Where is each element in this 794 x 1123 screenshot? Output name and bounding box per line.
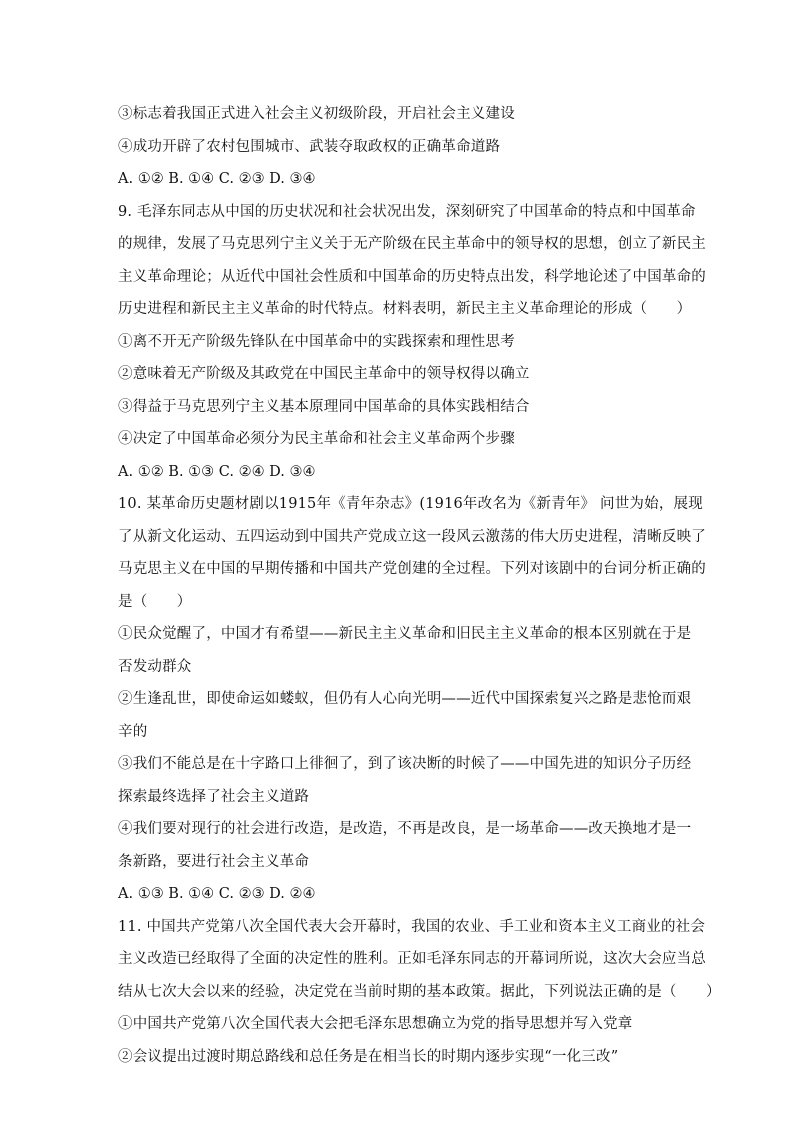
answer-options-q8: A. ①② B. ①④ C. ②③ D. ③④ (118, 171, 316, 187)
question-9-item-3: ③得益于马克思列宁主义基本原理同中国革命的具体实践相结合 (118, 398, 530, 415)
question-11-item-2: ②会议提出过渡时期总路线和总任务是在相当长的时期内逐步实现“一化三改” (118, 1048, 619, 1065)
question-10-item-4a: ④我们要对现行的社会进行改造，是改造，不再是改良，是一场革命——改天换地才是一 (118, 821, 692, 837)
text-line-1: ③标志着我国正式进入社会主义初级阶段，开启社会主义建设 (118, 106, 515, 122)
question-10-line-4: 是（ ） (118, 593, 192, 610)
answer-options-q10: A. ①③ B. ①④ C. ②③ D. ②④ (118, 886, 316, 902)
question-11-line-1: 11. 中国共产党第八次全国代表大会开幕时，我国的农业、手工业和资本主义工商业的社会 (118, 918, 706, 935)
question-10-item-4b: 条新路，要进行社会主义革命 (118, 853, 310, 870)
question-11-item-1: ①中国共产党第八次全国代表大会把毛泽东思想确立为党的指导思想并写入党章 (118, 1016, 633, 1032)
question-10-item-2a: ②生逢乱世，即使命运如蝼蚁，但仍有人心向光明——近代中国探索复兴之路是悲怆而艰 (118, 691, 692, 707)
question-10-item-3b: 探索最终选择了社会主义道路 (118, 788, 310, 805)
text-line-2: ④成功开辟了农村包围城市、武装夺取政权的正确革命道路 (118, 138, 501, 155)
question-11-line-3: 结从七次大会以来的经验，决定党在当前时期的基本政策。据此，下列说法正确的是（ ） (118, 983, 721, 1000)
question-9-line-4: 历史进程和新民主主义革命的时代特点。材料表明，新民主主义革命理论的形成（ ） (118, 301, 692, 317)
document-page (118, 98, 721, 1073)
question-10-line-1: 10. 某革命历史题材剧以1915年《青年杂志》(1916年改名为《新青年》 问世为始，展现 (118, 496, 703, 512)
question-9-item-4: ④决定了中国革命必须分为民主革命和社会主义革命两个步骤 (118, 431, 515, 447)
question-10-item-3a: ③我们不能总是在十字路口上徘徊了，到了该决断的时候了——中国先进的知识分子历经 (118, 756, 692, 772)
question-10-line-3: 马克思主义在中国的早期传播和中国共产党创建的全过程。下列对该剧中的台词分析正确的 (118, 561, 706, 577)
question-11-line-2: 主义改造已经取得了全面的决定性的胜利。正如毛泽东同志的开幕词所说，这次大会应当总 (118, 951, 706, 967)
question-9-item-2: ②意味着无产阶级及其政党在中国民主革命中的领导权得以确立 (118, 366, 530, 382)
question-9-line-2: 的规律，发展了马克思列宁主义关于无产阶级在民主革命中的领导权的思想，创立了新民主 (118, 236, 706, 252)
answer-options-q9: A. ①② B. ①③ C. ②④ D. ③④ (118, 463, 316, 480)
question-9-item-1: ①离不开无产阶级先锋队在中国革命中的实践探索和理性思考 (118, 333, 515, 350)
question-10-line-2: 了从新文化运动、五四运动到中国共产党成立这一段风云激荡的伟大历史进程，清晰反映了 (118, 528, 706, 545)
question-9-line-3: 主义革命理论；从近代中国社会性质和中国革命的历史特点出发，科学地论述了中国革命的 (118, 268, 706, 285)
question-10-item-1b: 否发动群众 (118, 658, 192, 675)
question-10-item-1a: ①民众觉醒了，中国才有希望——新民主主义革命和旧民主主义革命的根本区别就在于是 (118, 626, 692, 642)
question-10-item-2b: 辛的 (118, 723, 148, 740)
question-9-line-1: 9. 毛泽东同志从中国的历史状况和社会状况出发，深刻研究了中国革命的特点和中国革命 (118, 203, 696, 220)
